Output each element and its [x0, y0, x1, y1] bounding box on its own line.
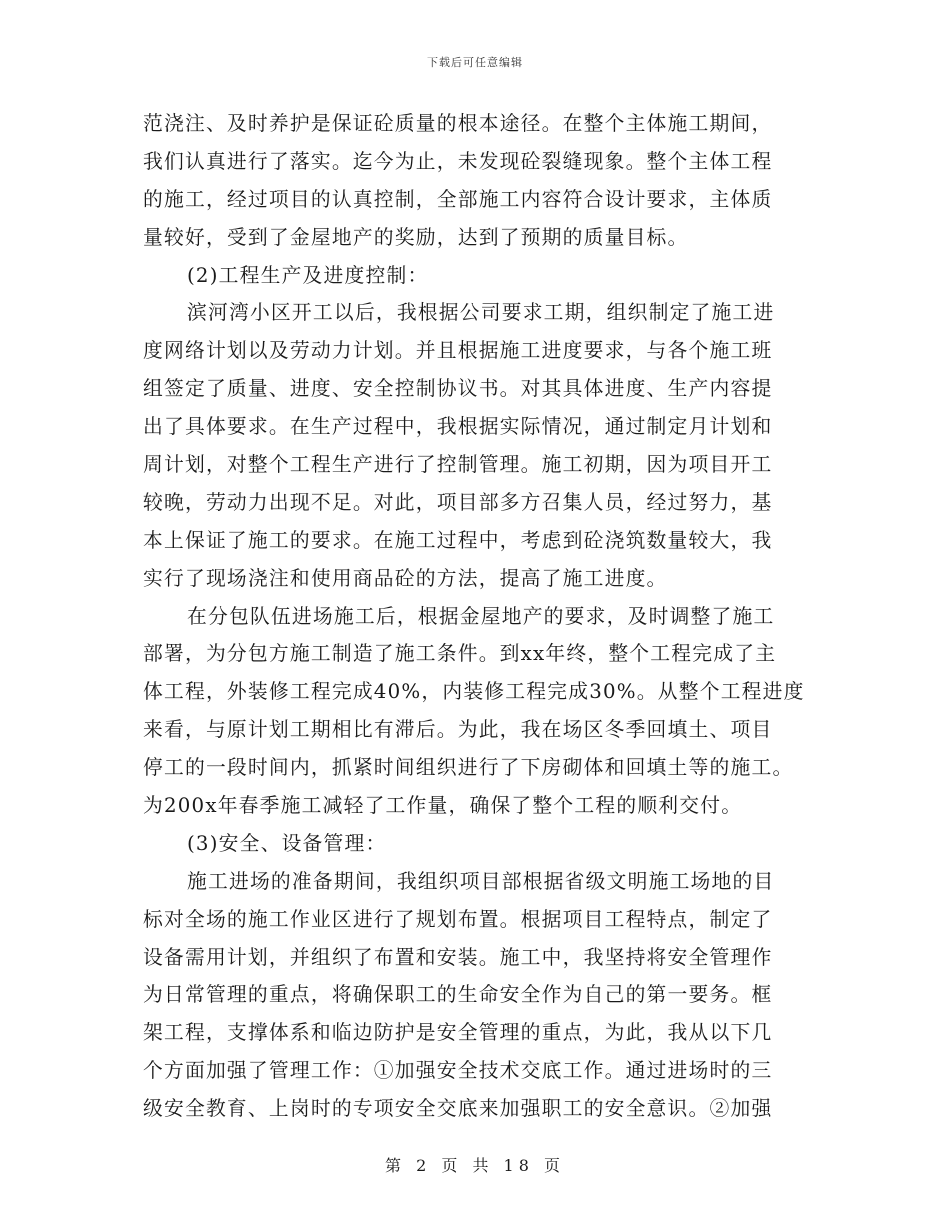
text-line: 实行了现场浇注和使用商品砼的方法，提高了施工进度。 [143, 566, 668, 590]
text-line: 本上保证了施工的要求。在施工过程中，考虑到砼浇筑数量较大，我 [143, 528, 773, 552]
text-line: 部署，为分包方施工制造了施工条件。到xx年终，整个工程完成了主 [143, 642, 777, 666]
document-body [143, 105, 808, 1128]
text-line: 滨河湾小区开工以后，我根据公司要求工期，组织制定了施工进 [187, 301, 775, 325]
text-line: 较晚，劳动力出现不足。对此，项目部多方召集人员，经过努力，基 [143, 490, 773, 514]
section-heading: (2)工程生产及进度控制： [187, 263, 429, 287]
text-line: 施工进场的准备期间，我组织项目部根据省级文明施工场地的目 [187, 869, 775, 893]
text-line: 在分包队伍进场施工后，根据金屋地产的要求，及时调整了施工 [187, 604, 775, 628]
text-line: 为200x年春季施工减轻了工作量，确保了整个工程的顺利交付。 [143, 794, 743, 818]
text-line: 范浇注、及时养护是保证砼质量的根本途径。在整个主体施工期间， [143, 112, 773, 135]
text-line: 来看，与原计划工期相比有滞后。为此，我在场区冬季回填土、项目 [143, 718, 773, 742]
text-line: 停工的一段时间内，抓紧时间组织进行了下房砌体和回填土等的施工。 [143, 756, 794, 780]
text-line: 度网络计划以及劳动力计划。并且根据施工进度要求，与各个施工班 [143, 339, 773, 363]
text-line: 我们认真进行了落实。迄今为止，未发现砼裂缝现象。整个主体工程 [143, 149, 773, 173]
text-line: 组签定了质量、进度、安全控制协议书。对其具体进度、生产内容提 [143, 377, 773, 401]
text-line: 个方面加强了管理工作：①加强安全技术交底工作。通过进场时的三 [143, 1059, 773, 1083]
text-line: 级安全教育、上岗时的专项安全交底来加强职工的安全意识。②加强 [143, 1097, 773, 1121]
section-heading: (3)安全、设备管理： [187, 831, 387, 855]
text-line: 为日常管理的重点，将确保职工的生命安全作为自己的第一要务。框 [143, 983, 773, 1007]
page-header: 下载后可任意编辑 [427, 56, 523, 69]
text-line: 体工程，外装修工程完成40%，内装修工程完成30%。从整个工程进度 [143, 680, 805, 704]
text-line: 量较好，受到了金屋地产的奖励，达到了预期的质量目标。 [143, 225, 689, 249]
text-line: 架工程，支撑体系和临边防护是安全管理的重点，为此，我从以下几 [143, 1021, 773, 1045]
text-line: 出了具体要求。在生产过程中，我根据实际情况，通过制定月计划和 [143, 415, 773, 439]
text-line: 周计划，对整个工程生产进行了控制管理。施工初期，因为项目开工 [143, 453, 773, 477]
page-footer: 第 2 页 共 18 页 [385, 1156, 565, 1175]
text-line: 标对全场的施工作业区进行了规划布置。根据项目工程特点，制定了 [143, 907, 773, 931]
text-line: 的施工，经过项目的认真控制，全部施工内容符合设计要求，主体质 [143, 187, 773, 211]
text-line: 设备需用计划，并组织了布置和安装。施工中，我坚持将安全管理作 [143, 945, 773, 969]
